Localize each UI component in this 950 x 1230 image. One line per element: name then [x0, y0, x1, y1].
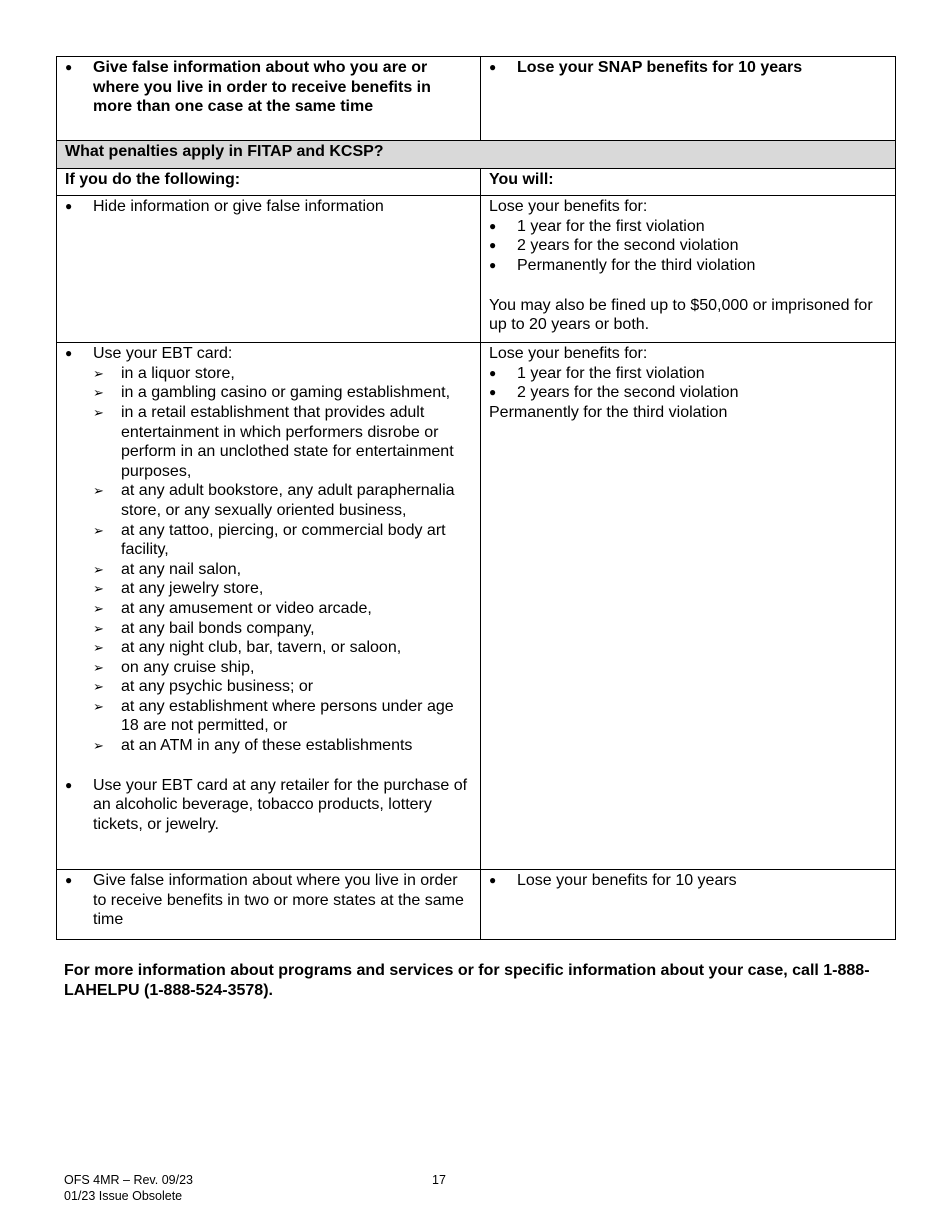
- table-cell: [57, 196, 481, 343]
- bullet-item: ● Permanently for the third violation: [489, 256, 887, 276]
- arrow-item: ➢ at any bail bonds company,: [65, 619, 472, 639]
- form-identifier: [64, 1172, 193, 1204]
- table-cell: [57, 57, 481, 141]
- arrow-item: ➢ at any psychic business; or: [65, 677, 472, 697]
- table-cell: [57, 343, 481, 870]
- bullet-item: ● Lose your SNAP benefits for 10 years: [489, 58, 887, 78]
- table-cell: [57, 870, 481, 940]
- arrow-item: ➢ at any night club, bar, tavern, or saloon,: [65, 638, 472, 658]
- cell-text: Permanently for the third violation: [489, 403, 728, 421]
- cell-intro: Lose your benefits for:: [489, 345, 648, 363]
- cell-note: You may also be fined up to $50,000 or imprisoned for up to 20 years or both.: [489, 296, 873, 334]
- table-row: [57, 343, 896, 870]
- table-row: [57, 870, 896, 940]
- table-row: [57, 57, 896, 141]
- column-header-row: [57, 168, 896, 196]
- arrow-item: ➢ on any cruise ship,: [65, 658, 472, 678]
- arrow-item: ➢ at any establishment where persons under age 18 are not permitted, or: [65, 697, 472, 736]
- arrow-item: ➢ at any nail salon,: [65, 560, 472, 580]
- bullet-item: ● Hide information or give false information: [65, 197, 472, 217]
- bullet-item: ● 1 year for the first violation: [489, 217, 887, 237]
- arrow-item: ➢ in a retail establishment that provides adult entertainment in which performers disrobe or perform in an unclothed state for entertainment purposes,: [65, 403, 472, 481]
- bullet-item: ● 2 years for the second violation: [489, 236, 887, 256]
- page-number: 17: [432, 1173, 446, 1187]
- contact-note: For more information about programs and services or for specific information about your case, call 1-888-LAHELPU (1-888-524-3578).: [64, 962, 870, 999]
- bullet-item: ● Use your EBT card at any retailer for the purchase of an alcoholic beverage, tobacco products, lottery tickets, or jewelry.: [65, 776, 472, 835]
- bullet-item: ● Use your EBT card:: [65, 344, 472, 364]
- table-cell: [481, 57, 896, 141]
- column-header-left: If you do the following:: [57, 168, 481, 196]
- bullet-item: ● Give false information about who you are or where you live in order to receive benefits in more than one case at the same time: [65, 58, 472, 117]
- table-cell: [481, 343, 896, 870]
- bullet-item: ● Give false information about where you live in order to receive benefits in two or more states at the same time: [65, 871, 472, 930]
- obsolete-note: 01/23 Issue Obsolete: [64, 1189, 183, 1203]
- bullet-item: ● 1 year for the first violation: [489, 364, 887, 384]
- section-heading-row: [57, 141, 896, 169]
- spacer: [65, 756, 472, 776]
- section-heading: What penalties apply in FITAP and KCSP?: [57, 141, 896, 169]
- table-cell: [481, 196, 896, 343]
- arrow-item: ➢ at any amusement or video arcade,: [65, 599, 472, 619]
- bullet-item: ● 2 years for the second violation: [489, 383, 887, 403]
- arrow-item: ➢ in a liquor store,: [65, 364, 472, 384]
- arrow-item: ➢ at any tattoo, piercing, or commercial body art facility,: [65, 521, 472, 560]
- table-row: [57, 196, 896, 343]
- table-cell: [481, 870, 896, 940]
- arrow-item: ➢ at any jewelry store,: [65, 579, 472, 599]
- column-header-right: You will:: [481, 168, 896, 196]
- cell-intro: Lose your benefits for:: [489, 198, 648, 216]
- arrow-item: ➢ at any adult bookstore, any adult paraphernalia store, or any sexually oriented business,: [65, 481, 472, 520]
- bullet-item: ● Lose your benefits for 10 years: [489, 871, 887, 891]
- spacer: [489, 276, 887, 296]
- arrow-item: ➢ at an ATM in any of these establishments: [65, 736, 472, 756]
- arrow-item: ➢ in a gambling casino or gaming establishment,: [65, 383, 472, 403]
- penalties-table: [56, 56, 896, 940]
- form-revision: OFS 4MR – Rev. 09/23: [64, 1173, 193, 1187]
